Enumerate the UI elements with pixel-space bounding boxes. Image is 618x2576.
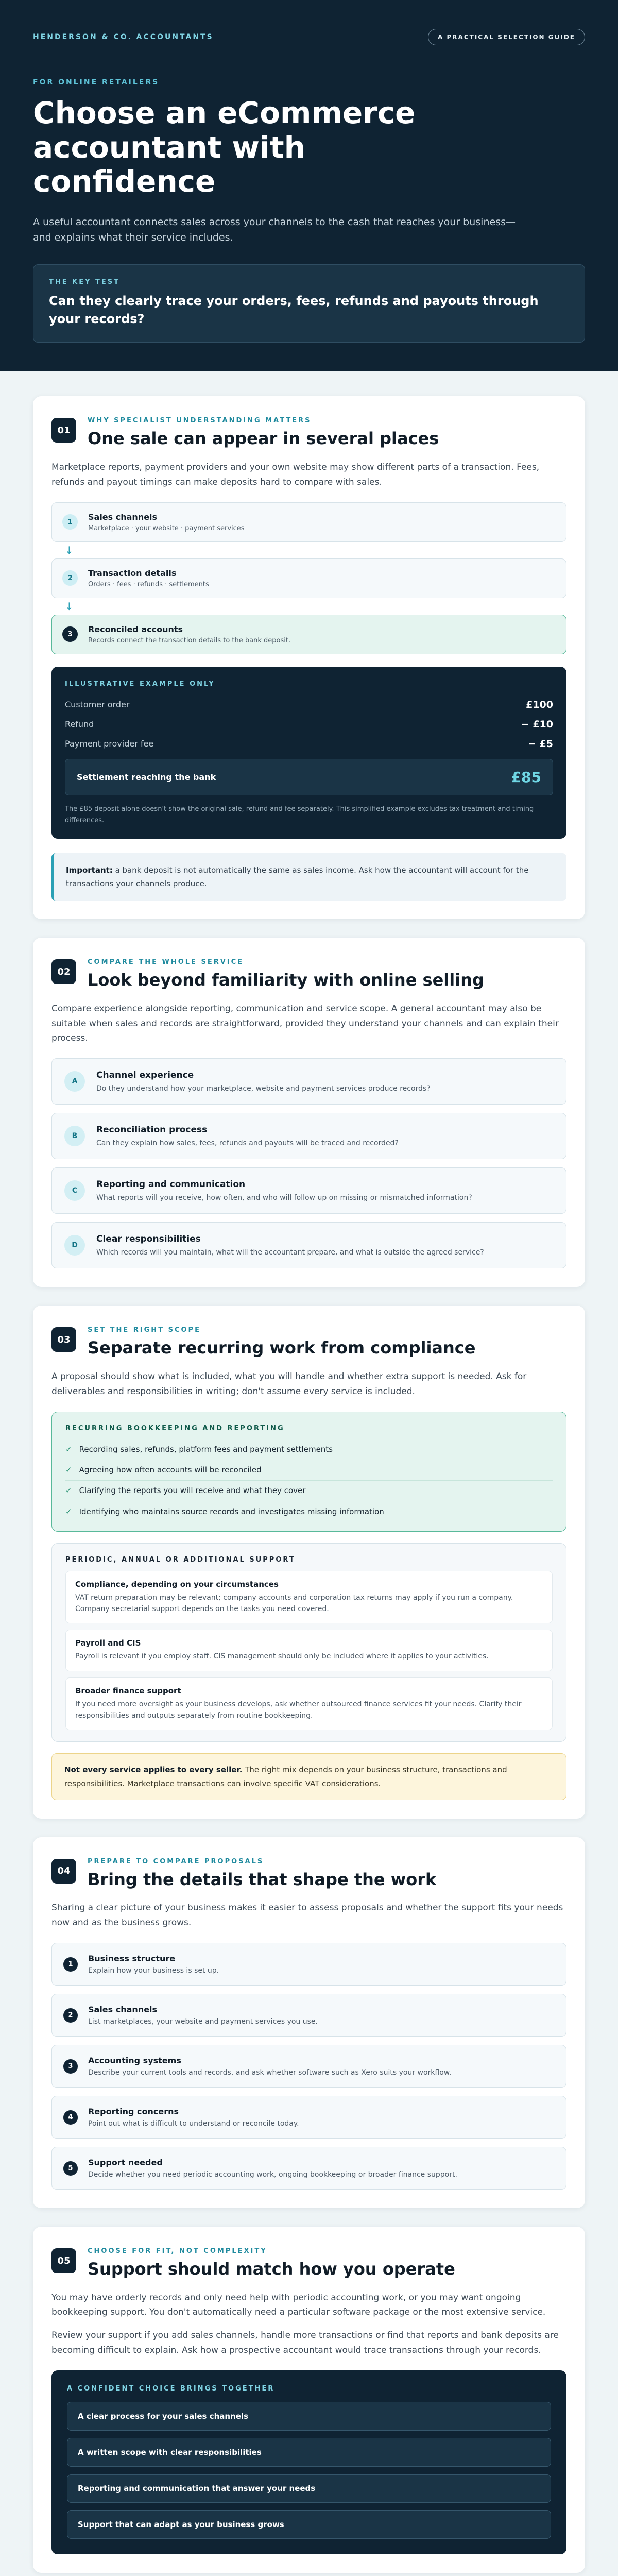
key-test-question: Can they clearly trace your orders, fees, refunds and payouts through your records? [49,293,539,326]
feature-clear-responsibilities [52,1222,566,1268]
periodic-desc: If you need more oversight as your business develops, ask whether outsourced finance services fit your needs. Clarify their responsibilities and outputs separately from routine bookkeeping. [75,1700,522,1720]
periodic-item-compliance [65,1571,553,1624]
row-label: Refund [65,719,94,730]
check-icon: ✓ [65,1445,72,1454]
feature-desc: What reports will you receive, how often, and who will follow up on missing or mismatched information? [96,1194,472,1202]
choice-pill: A written scope with clear responsibilities [67,2438,551,2467]
section-number: 04 [52,1859,76,1884]
step-number: 1 [62,514,78,530]
section-title: Look beyond familiarity with online selling [88,970,484,990]
important-callout [52,853,566,901]
item-number: 1 [63,1957,78,1972]
feature-reporting-communication [52,1167,566,1214]
row-value: − £10 [521,718,553,730]
item-number: 3 [63,2059,78,2074]
page-title: Choose an eCommerce accountant with confidence [33,95,416,199]
callout-strong: Important: [66,865,113,875]
example-row-order [65,695,553,715]
item-title: Accounting systems [88,2056,181,2066]
detail-item-support-needed [52,2147,566,2190]
item-number: 5 [63,2161,78,2176]
feature-title: Channel experience [96,1070,194,1081]
section-eyebrow: COMPARE THE WHOLE SERVICE [88,958,244,967]
periodic-item-payroll [65,1630,553,1671]
recurring-label: RECURRING BOOKKEEPING AND REPORTING [65,1424,285,1432]
section-eyebrow: CHOOSE FOR FIT, NOT COMPLEXITY [88,2247,267,2256]
section-title: Separate recurring work from compliance [88,1338,476,1358]
section-one-sale [33,396,585,919]
periodic-box [52,1543,566,1742]
feature-badge: D [64,1235,85,1256]
feature-badge: A [64,1071,85,1092]
checklist-text: Identifying who maintains source records and investigates missing information [79,1506,384,1516]
step-number: 2 [62,570,78,586]
hero-top-bar [33,29,585,45]
item-desc: Describe your current tools and records, and ask whether software such as Xero suits your workflow. [88,2069,452,2077]
section-header [52,2247,566,2279]
section-set-scope [33,1306,585,1819]
section-number: 02 [52,959,76,984]
guide-pill: A PRACTICAL SELECTION GUIDE [428,29,585,45]
item-title: Business structure [88,1954,176,1964]
feature-title: Clear responsibilities [96,1234,201,1245]
step-desc: Marketplace · your website · payment services [88,524,245,532]
hero-intro: A useful accountant connects sales across your channels to the cash that reaches your business—and explains what their service includes. [33,216,516,244]
item-title: Reporting concerns [88,2107,179,2117]
settlement-value: £85 [511,768,541,786]
choice-pill: A clear process for your sales channels [67,2402,551,2431]
warning-callout [52,1753,566,1800]
flow-step-transaction-details [52,558,566,598]
item-title: Support needed [88,2158,163,2168]
callout-text: a bank deposit is not automatically the same as sales income. Ask how the accountant will account for the transactions your channels produce. [66,865,529,889]
detail-item-reporting-concerns [52,2096,566,2139]
checklist-item [65,1439,553,1460]
check-icon: ✓ [65,1465,72,1475]
settlement-row [65,759,553,795]
section-lead-2: Review your support if you add sales channels, handle more transactions or find that reports and bank deposits are becoming difficult to explain. Ask how a prospective accountant would trace transactions through your records. [52,2330,559,2356]
section-lead: Marketplace reports, payment providers and your own website may show different parts of a transaction. Fees, refunds and payout timings can make deposits hard to compare with sales. [52,462,540,487]
section-support-fit [33,2227,585,2573]
step-title: Transaction details [88,568,177,578]
section-eyebrow: PREPARE TO COMPARE PROPOSALS [88,1857,264,1866]
item-number: 2 [63,2008,78,2023]
flow-step-reconciled-accounts [52,615,566,654]
section-title: One sale can appear in several places [88,429,439,449]
key-test-box [33,264,585,343]
example-row-refund [65,715,553,734]
row-value: − £5 [528,738,553,750]
hero-kicker: FOR ONLINE RETAILERS [33,78,160,87]
arrow-down-icon: ↓ [65,544,74,556]
step-number: 3 [62,626,78,642]
feature-title: Reporting and communication [96,1179,246,1190]
periodic-title: Compliance, depending on your circumstances [75,1579,279,1589]
check-icon: ✓ [65,1506,72,1516]
section-prepare-details [33,1837,585,2208]
confident-choice-label: A CONFIDENT CHOICE BRINGS TOGETHER [67,2385,275,2393]
section-eyebrow: WHY SPECIALIST UNDERSTANDING MATTERS [88,417,312,425]
checklist-item [65,1501,553,1522]
recurring-box [52,1412,566,1532]
section-header [52,1326,566,1358]
feature-channel-experience [52,1058,566,1105]
key-test-label: THE KEY TEST [49,278,121,286]
choice-pill: Reporting and communication that answer your needs [67,2474,551,2503]
checklist-text: Clarifying the reports you will receive and what they cover [79,1486,306,1496]
example-note: The £85 deposit alone doesn't show the original sale, refund and fee separately. This simplified example excludes tax treatment and timing differences. [65,805,534,824]
section-compare-service [33,938,585,1287]
section-eyebrow: SET THE RIGHT SCOPE [88,1326,201,1334]
checklist-text: Agreeing how often accounts will be reconciled [79,1465,262,1475]
section-lead: Sharing a clear picture of your business makes it easier to assess proposals and whether the support fits your needs now and as the business grows. [52,1903,563,1928]
feature-badge: C [64,1180,85,1201]
feature-desc: Which records will you maintain, what will the accountant prepare, and what is outside the agreed service? [96,1248,484,1257]
warning-strong: Not every service applies to every seller. [64,1765,243,1775]
section-header [52,1858,566,1889]
check-icon: ✓ [65,1486,72,1496]
periodic-label: PERIODIC, ANNUAL OR ADDITIONAL SUPPORT [65,1555,296,1564]
section-lead-1: You may have orderly records and only need help with periodic accounting work, or you may want ongoing bookkeeping support. You don't automatically need a particular software package or the most extensive service. [52,2292,546,2318]
checklist-item [65,1460,553,1481]
periodic-desc: Payroll is relevant if you employ staff. CIS management should only be included where it applies to your activities. [75,1652,489,1661]
section-number: 01 [52,418,76,443]
feature-title: Reconciliation process [96,1125,208,1136]
section-title: Bring the details that shape the work [88,1869,437,1889]
section-number: 03 [52,1327,76,1352]
example-row-fee [65,734,553,754]
row-label: Payment provider fee [65,739,154,749]
section-header [52,958,566,990]
step-title: Reconciled accounts [88,624,183,634]
row-value: £100 [526,699,553,710]
item-title: Sales channels [88,2005,158,2015]
item-number: 4 [63,2110,78,2125]
detail-item-business-structure [52,1943,566,1986]
detail-item-accounting-systems [52,2045,566,2088]
item-desc: Point out what is difficult to understand or reconcile today. [88,2120,299,2128]
feature-desc: Can they explain how sales, fees, refunds and payouts will be traced and recorded? [96,1139,399,1148]
periodic-title: Payroll and CIS [75,1638,141,1648]
flow-step-sales-channels [52,502,566,542]
arrow-down-icon: ↓ [65,600,74,613]
checklist-item [65,1481,553,1501]
item-desc: Decide whether you need periodic accounting work, ongoing bookkeeping or broader finance support. [88,2171,457,2179]
step-desc: Records connect the transaction details to the bank deposit. [88,636,291,645]
example-label: ILLUSTRATIVE EXAMPLE ONLY [65,680,215,688]
settlement-label: Settlement reaching the bank [77,772,216,782]
row-label: Customer order [65,700,130,710]
periodic-desc: VAT return preparation may be relevant; company accounts and corporation tax returns may apply if you run a company. Company secretarial support depends on the tasks you need covered. [75,1593,513,1613]
warning-text: The right mix depends on your business structure, transactions and responsibilities. Marketplace transactions can involve specific VAT considerations. [64,1765,507,1788]
illustrative-example [52,667,566,839]
item-desc: List marketplaces, your website and payment services you use. [88,2018,318,2026]
feature-desc: Do they understand how your marketplace, website and payment services produce records? [96,1084,431,1093]
confident-choice-box [52,2370,566,2554]
checklist-text: Recording sales, refunds, platform fees and payment settlements [79,1445,333,1454]
brand-name: HENDERSON & CO. ACCOUNTANTS [33,33,214,41]
section-lead: A proposal should show what is included, what you will handle and whether extra support is needed. Ask for deliverables and responsibilities in writing; don't assume every service is included. [52,1371,527,1397]
section-lead: Compare experience alongside reporting, communication and service scope. A general accountant may also be suitable when sales and records are straightforward, provided they understand your channels and can explain their process. [52,1003,559,1044]
detail-item-sales-channels [52,1994,566,2037]
hero [0,0,618,371]
feature-badge: B [64,1126,85,1146]
choice-pill: Support that can adapt as your business grows [67,2510,551,2539]
item-desc: Explain how your business is set up. [88,1967,219,1975]
main-content [0,371,618,2576]
section-number: 05 [52,2248,76,2273]
feature-reconciliation-process [52,1113,566,1159]
periodic-title: Broader finance support [75,1686,181,1696]
section-header [52,417,566,448]
step-desc: Orders · fees · refunds · settlements [88,580,209,588]
section-title: Support should match how you operate [88,2259,455,2279]
periodic-item-finance-support [65,1677,553,1731]
step-title: Sales channels [88,512,158,522]
